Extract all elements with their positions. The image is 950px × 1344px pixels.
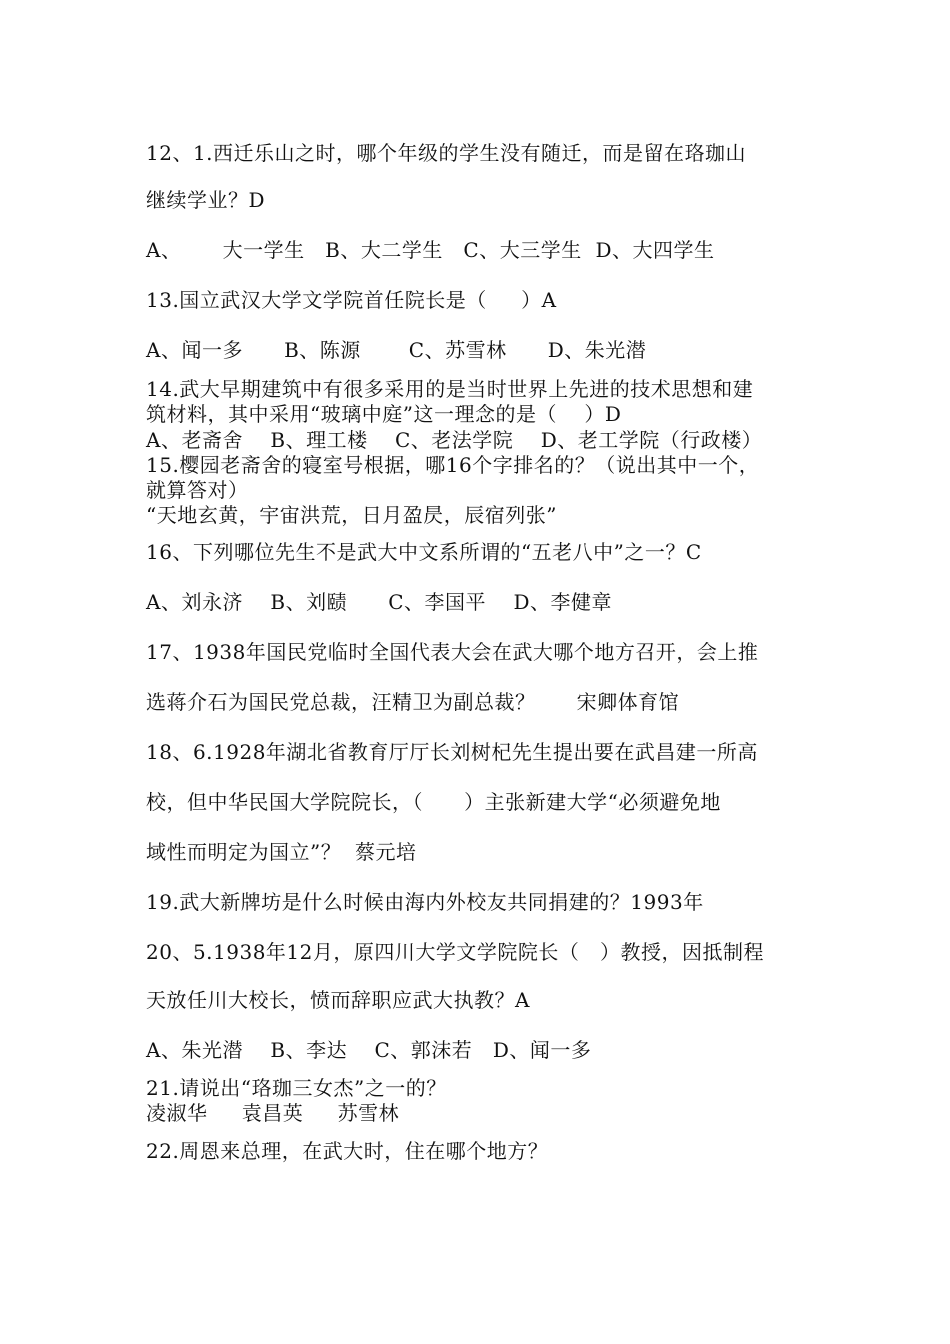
text-line: 域性而明定为国立”？ 蔡元培	[146, 840, 417, 864]
text-line: 选蒋介石为国民党总裁，汪精卫为副总裁？ 宋卿体育馆	[146, 690, 680, 714]
text-line: A、 大一学生 B、大二学生 C、大三学生 D、大四学生	[146, 238, 715, 262]
text-line: 15.樱园老斋舍的寝室号根据，哪16个字排名的？（说出其中一个，	[146, 453, 760, 477]
text-line: 18、6.1928年湖北省教育厅厅长刘树杞先生提出要在武昌建一所高	[146, 740, 758, 764]
text-line: 16、下列哪位先生不是武大中文系所谓的“五老八中”之一？C	[146, 540, 702, 564]
text-line: A、朱光潜 B、李达 C、郭沫若 D、闻一多	[146, 1038, 592, 1062]
text-line: 13.国立武汉大学文学院首任院长是（ ）A	[146, 288, 557, 312]
text-line: 12、1.西迁乐山之时，哪个年级的学生没有随迁，而是留在珞珈山	[146, 141, 747, 165]
text-line: 校，但中华民国大学院院长，（ ）主张新建大学“必须避免地	[146, 790, 721, 814]
text-line: 19.武大新牌坊是什么时候由海内外校友共同捐建的？1993年	[146, 890, 704, 914]
text-line: A、闻一多 B、陈源 C、苏雪林 D、朱光潜	[146, 338, 647, 362]
text-line: A、刘永济 B、刘赜 C、李国平 D、李健章	[146, 590, 612, 614]
text-line: 凌淑华 袁昌英 苏雪林	[146, 1101, 400, 1125]
text-line: 就算答对）	[146, 478, 249, 502]
text-line: 20、5.1938年12月，原四川大学文学院院长（ ）教授，因抵制程	[146, 940, 764, 964]
text-line: 22.周恩来总理，在武大时，住在哪个地方？	[146, 1139, 549, 1163]
text-line: 17、1938年国民党临时全国代表大会在武大哪个地方召开，会上推	[146, 640, 759, 664]
text-line: 筑材料，其中采用“玻璃中庭”这一理念的是（ ）D	[146, 402, 622, 426]
text-line: 继续学业？D	[146, 188, 266, 212]
text-line: 14.武大早期建筑中有很多采用的是当时世界上先进的技术思想和建	[146, 377, 754, 401]
text-line: “天地玄黄，宇宙洪荒，日月盈昃，辰宿列张”	[146, 503, 557, 527]
text-line: 21.请说出“珞珈三女杰”之一的？	[146, 1076, 447, 1100]
text-line: A、老斋舍 B、理工楼 C、老法学院 D、老工学院（行政楼）	[146, 428, 763, 452]
text-line: 天放任川大校长，愤而辞职应武大执教？A	[146, 988, 530, 1012]
